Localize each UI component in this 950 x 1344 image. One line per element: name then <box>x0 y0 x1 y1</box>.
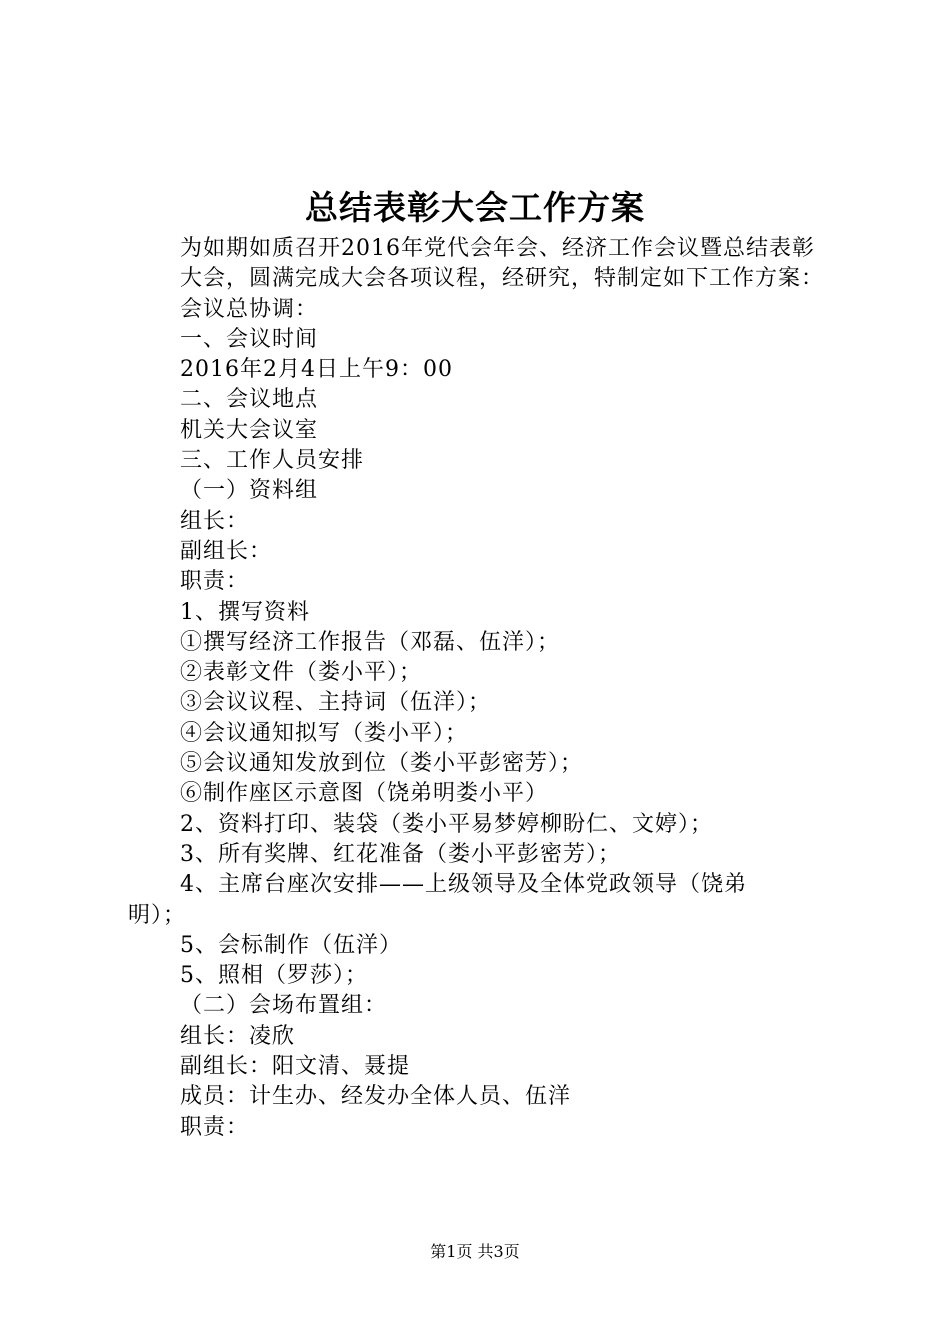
wrapped-line-second: 明）； <box>128 902 187 928</box>
wrapped-line-first: 4、主席台座次安排——上级领导及全体党政领导（饶弟 <box>180 872 747 898</box>
body-line: 1、撰写资料 <box>180 599 310 625</box>
document-title: 总结表彰大会工作方案 <box>305 188 645 227</box>
body-line: 机关大会议室 <box>180 417 319 443</box>
body-line: 2016年2月4日上午9：00 <box>180 357 453 383</box>
body-line: 2、资料打印、装袋（娄小平易梦婷柳盼仁、文婷）； <box>180 811 713 837</box>
body-line: ④会议通知拟写（娄小平）； <box>180 720 469 746</box>
body-line: （一）资料组 <box>180 478 319 504</box>
body-line: 职责： <box>180 1114 250 1140</box>
body-line: 成员：计生办、经发办全体人员、伍洋 <box>180 1084 572 1110</box>
body-line: 组长：凌欣 <box>180 1023 296 1049</box>
body-line: 组长： <box>180 508 250 534</box>
body-line: 5、会标制作（伍洋） <box>180 932 402 958</box>
body-line: 副组长：阳文清、聂提 <box>180 1054 411 1080</box>
body-line: ⑥制作座区示意图（饶弟明娄小平） <box>180 781 549 807</box>
body-line: ③会议议程、主持词（伍洋）； <box>180 690 492 716</box>
body-line: 职责： <box>180 569 250 595</box>
body-line: （二）会场布置组： <box>180 993 388 1019</box>
body-line: 副组长： <box>180 538 273 564</box>
body-line: 会议总协调： <box>180 296 319 322</box>
body-line: 3、所有奖牌、红花准备（娄小平彭密芳）； <box>180 841 621 867</box>
intro-paragraph: 为如期如质召开2016年党代会年会、经济工作会议暨总结表彰大会，圆满完成大会各项议程，经研究，特制定如下工作方案： <box>180 236 825 292</box>
body-line: 二、会议地点 <box>180 387 319 413</box>
body-line: ⑤会议通知发放到位（娄小平彭密芳）； <box>180 751 584 777</box>
body-line: 三、工作人员安排 <box>180 448 365 474</box>
body-line: 5、照相（罗莎）； <box>180 963 368 989</box>
document-body <box>128 234 832 1143</box>
page-number-footer: 第1页 共3页 <box>430 1242 520 1261</box>
body-line: ②表彰文件（娄小平）； <box>180 660 423 686</box>
body-line: 一、会议时间 <box>180 326 319 352</box>
body-line: ①撰写经济工作报告（邓磊、伍洋）； <box>180 629 561 655</box>
